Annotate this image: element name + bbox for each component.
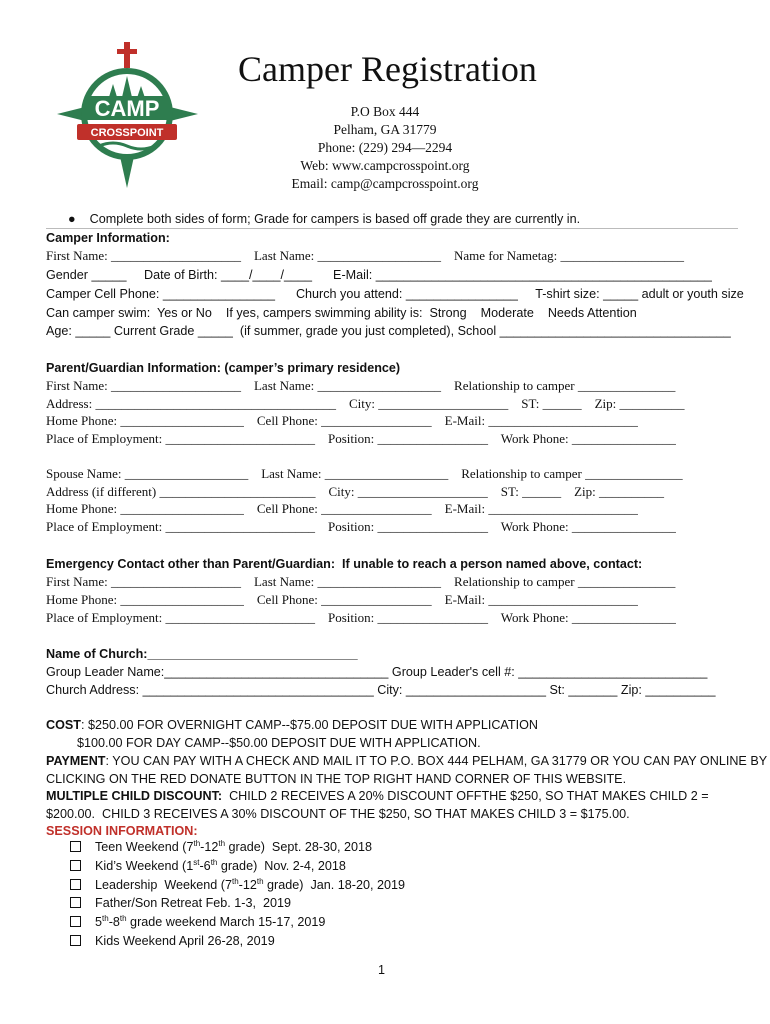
session-text-sup2: th bbox=[119, 913, 127, 923]
form-note bbox=[68, 210, 580, 228]
session-text-mid: -8 bbox=[108, 915, 120, 929]
payment-line-2: CLICKING ON THE RED DONATE BUTTON IN THE TOP RIGHT HAND CORNER OF THIS WEBSITE. bbox=[46, 772, 627, 786]
camper-age-line: Age: _____ Current Grade _____ (if summer, grade you just completed), School _________________________________ bbox=[46, 324, 731, 338]
session-text-sup1: th bbox=[193, 838, 201, 848]
church-heading: Name of Church:______________________________ bbox=[46, 647, 358, 661]
page-number: 1 bbox=[378, 963, 386, 977]
camper-heading: Camper Information: bbox=[46, 231, 170, 245]
camp-crosspoint-logo bbox=[55, 40, 200, 190]
session-text-post: grade) Jan. 18-20, 2019 bbox=[263, 878, 405, 892]
session-text-mid: -6 bbox=[199, 859, 211, 873]
session-heading: SESSION INFORMATION: bbox=[46, 824, 198, 838]
session-text-pre: Father/Son Retreat Feb. 1-3, 2019 bbox=[95, 896, 292, 910]
address-line-2: Pelham, GA 31779 bbox=[333, 122, 437, 137]
session-text-post: grade weekend March 15-17, 2019 bbox=[126, 915, 326, 929]
cost-text: : $250.00 FOR OVERNIGHT CAMP--$75.00 DEPOSIT DUE WITH APPLICATION bbox=[80, 718, 538, 732]
discount-line bbox=[46, 787, 709, 805]
session-item bbox=[70, 913, 325, 931]
checkbox[interactable] bbox=[70, 860, 81, 871]
session-item bbox=[70, 876, 405, 894]
emergency-employment-line: Place of Employment: _______________________ Position: _________________ Work Phone: ________________ bbox=[46, 610, 676, 625]
parent-address-line: Address: _____________________________________ City: ____________________ ST: ______ Zip: __________ bbox=[46, 396, 685, 411]
payment-line bbox=[46, 752, 767, 770]
session-text-pre: Kid’s Weekend (1 bbox=[95, 859, 194, 873]
session-text-sup2: th bbox=[210, 857, 218, 867]
session-text-sup1: th bbox=[102, 913, 109, 923]
session-item bbox=[70, 838, 372, 856]
discount-label: MULTIPLE CHILD DISCOUNT: bbox=[46, 789, 223, 803]
logo-camp-text: CAMP bbox=[94, 96, 160, 121]
parent-name-line: First Name: ____________________ Last Name: ___________________ Relationship to camper _______________ bbox=[46, 378, 676, 393]
session-text-pre: Leadership Weekend (7 bbox=[95, 878, 232, 892]
camper-swim-line: Can camper swim: Yes or No If yes, campers swimming ability is: Strong Moderate Needs Attention bbox=[46, 306, 637, 320]
checkbox[interactable] bbox=[70, 841, 81, 852]
session-item bbox=[70, 894, 291, 912]
email-line: Email: camp@campcrosspoint.org bbox=[291, 176, 479, 191]
cost-day-line: $100.00 FOR DAY CAMP--$50.00 DEPOSIT DUE WITH APPLICATION. bbox=[77, 736, 481, 750]
session-text-post: grade) Sept. 28-30, 2018 bbox=[225, 840, 373, 854]
session-item bbox=[70, 932, 275, 950]
spouse-name-line: Spouse Name: ___________________ Last Name: ___________________ Relationship to camper _______________ bbox=[46, 466, 683, 481]
logo-banner-text: CROSSPOINT bbox=[90, 127, 164, 139]
payment-text: : YOU CAN PAY WITH A CHECK AND MAIL IT TO P.O. BOX 444 PELHAM, GA 31779 OR YOU CAN PAY ONLINE BY bbox=[105, 754, 768, 768]
note-text: Complete both sides of form; Grade for campers is based off grade they are currently in. bbox=[89, 212, 581, 226]
discount-line-2: $200.00. CHILD 3 RECEIVES A 30% DISCOUNT OF THE $250, SO THAT MAKES CHILD 3 = $175.00. bbox=[46, 807, 630, 821]
emergency-heading: Emergency Contact other than Parent/Guardian: If unable to reach a person named above, contact: bbox=[46, 557, 643, 571]
emergency-phone-line: Home Phone: ___________________ Cell Phone: _________________ E-Mail: _______________________ bbox=[46, 592, 638, 607]
session-text-mid: -12 bbox=[200, 840, 219, 854]
camper-phone-line: Camper Cell Phone: ________________ Church you attend: ________________ T-shirt size: _____ adult or youth size bbox=[46, 287, 744, 301]
parent-heading: Parent/Guardian Information: (camper’s primary residence) bbox=[46, 361, 401, 375]
church-address-line: Church Address: _________________________________ City: ____________________ St: _______ Zip: __________ bbox=[46, 683, 716, 697]
checkbox[interactable] bbox=[70, 935, 81, 946]
checkbox[interactable] bbox=[70, 897, 81, 908]
session-text-mid: -12 bbox=[238, 878, 257, 892]
cost-label: COST bbox=[46, 718, 81, 732]
session-text-sup2: th bbox=[218, 838, 226, 848]
payment-label: PAYMENT bbox=[46, 754, 106, 768]
session-text-sup1: th bbox=[232, 876, 239, 886]
spouse-phone-line: Home Phone: ___________________ Cell Phone: _________________ E-Mail: _______________________ bbox=[46, 501, 638, 516]
session-text-pre: 5 bbox=[95, 915, 103, 929]
camper-name-line: First Name: ____________________ Last Name: ___________________ Name for Nametag: ___________________ bbox=[46, 248, 685, 263]
group-leader-line: Group Leader Name:________________________________ Group Leader's cell #: ___________________________ bbox=[46, 665, 708, 679]
bullet-icon: ● bbox=[68, 212, 76, 226]
session-item bbox=[70, 857, 346, 875]
cost-line bbox=[46, 716, 538, 734]
emergency-name-line: First Name: ____________________ Last Name: ___________________ Relationship to camper _______________ bbox=[46, 574, 676, 589]
session-text-pre: Teen Weekend (7 bbox=[95, 840, 194, 854]
camper-gender-line: Gender _____ Date of Birth: ____/____/____ E-Mail: ________________________________________________ bbox=[46, 268, 712, 282]
session-text-sup2: th bbox=[256, 876, 264, 886]
session-text-post: grade) Nov. 2-4, 2018 bbox=[217, 859, 346, 873]
web-line: Web: www.campcrosspoint.org bbox=[300, 158, 470, 173]
spouse-employment-line: Place of Employment: _______________________ Position: _________________ Work Phone: ________________ bbox=[46, 519, 676, 534]
parent-phone-line: Home Phone: ___________________ Cell Phone: _________________ E-Mail: _______________________ bbox=[46, 413, 638, 428]
page-title: Camper Registration bbox=[238, 49, 537, 89]
discount-text: CHILD 2 RECEIVES A 20% DISCOUNT OFFTHE $250, SO THAT MAKES CHILD 2 = bbox=[222, 789, 709, 803]
address-line-1: P.O Box 444 bbox=[350, 104, 420, 119]
session-text-sup1: st bbox=[193, 857, 200, 867]
parent-employment-line: Place of Employment: _______________________ Position: _________________ Work Phone: ________________ bbox=[46, 431, 676, 446]
checkbox[interactable] bbox=[70, 879, 81, 890]
checkbox[interactable] bbox=[70, 916, 81, 927]
spouse-address-line: Address (if different) ________________________ City: ____________________ ST: ______ Zip: __________ bbox=[46, 484, 665, 499]
phone-line: Phone: (229) 294—2294 bbox=[317, 140, 453, 155]
session-text-pre: Kids Weekend April 26-28, 2019 bbox=[95, 934, 275, 948]
